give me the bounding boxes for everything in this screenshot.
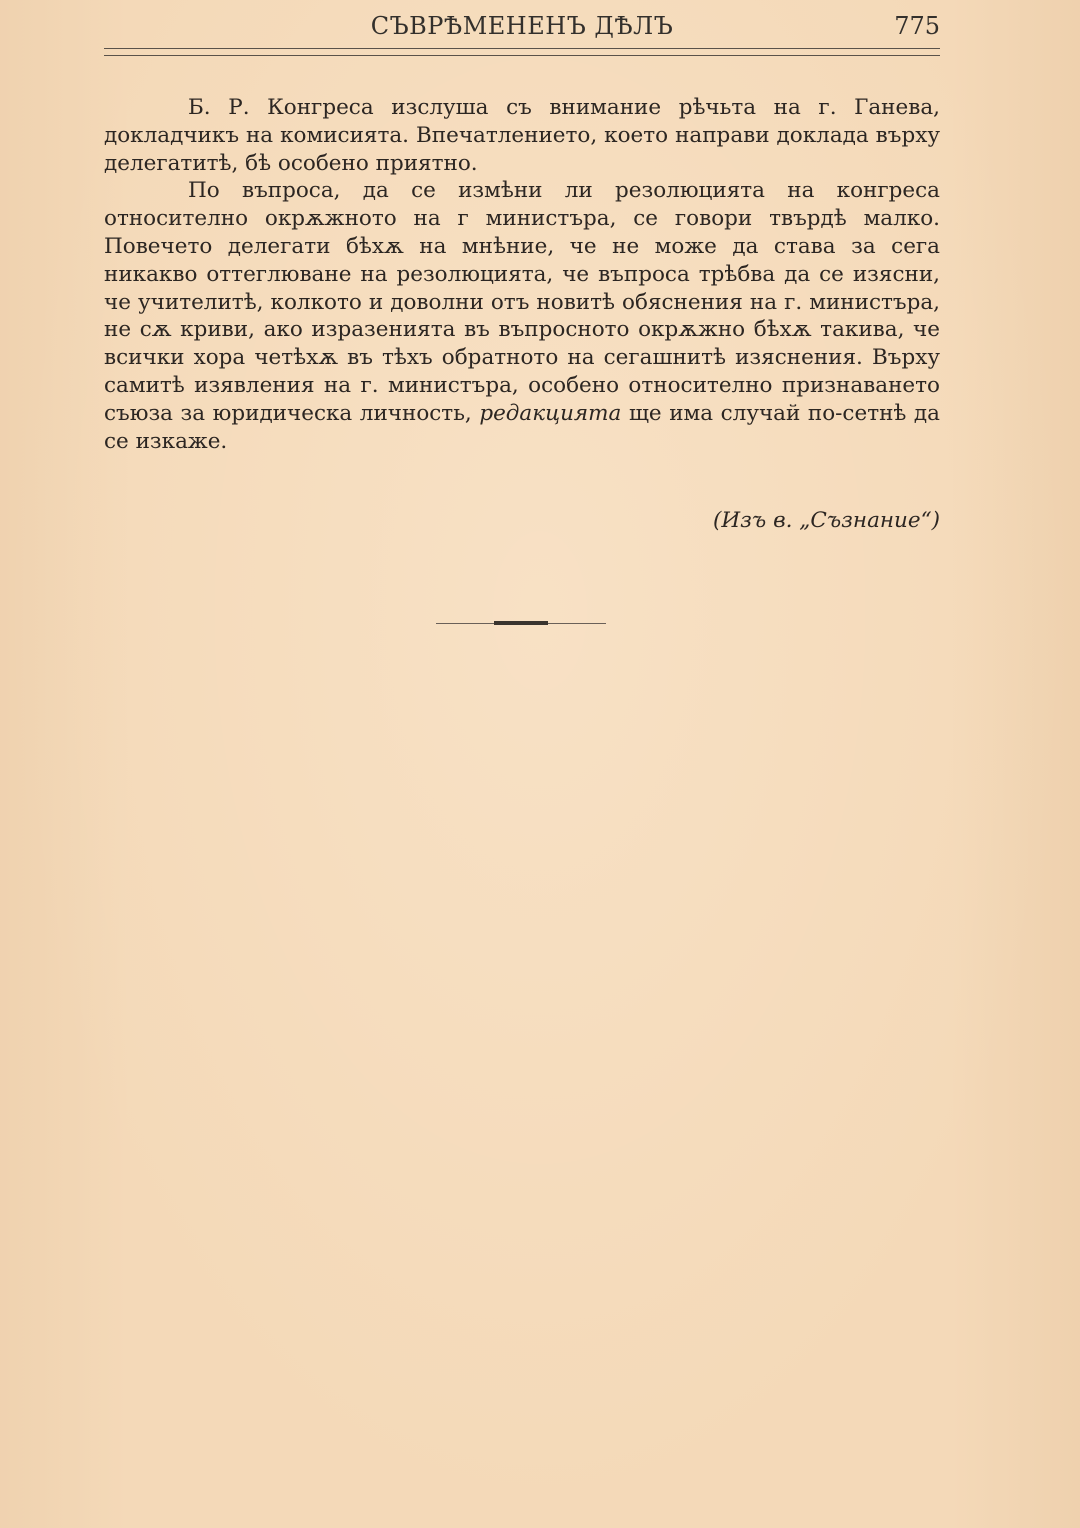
- section-title: СЪВРѢМЕНЕНЪ ДѢЛЪ: [370, 12, 674, 40]
- paragraph-1: Б. Р. Конгреса изслуша съ внимание рѣчьта на г. Ганева, докладчикъ на комисията. Впечатлението, което направи доклада върху делегатитѣ, бѣ особено приятно.: [104, 95, 940, 176]
- paragraph-2: [104, 177, 940, 455]
- paragraph-2-ending: ще има случай по-сетнѣ да се изкаже.: [104, 400, 940, 454]
- page-number: 775: [894, 12, 940, 40]
- paragraph-2-text: По въпроса, да се измѣни ли резолюцията на конгреса относително окрѫжното на г министъра, се говори твърдѣ малко. Повечето делегати бѣхѫ на мнѣние, че не може да става за сега никакво оттеглюване на резолюцията, че въпроса трѣбва да се изясни, че учителитѣ, колкото и доволни отъ новитѣ обяснения на г. министъра, не сѫ криви, ако изразенията въ въпросното окрѫжно бѣхѫ такива, че всички хора четѣхѫ въ тѣхъ обратното на сегашнитѣ изяснения. Върху самитѣ изявления на г. министъра, особено относително признаването съюза за юридическа личность,: [104, 178, 940, 426]
- header-rule-top: [104, 48, 940, 49]
- header-rule-bottom: [104, 55, 940, 56]
- source-note: (Изъ в. „Съзнание“): [713, 508, 940, 533]
- divider-center-bar: [494, 621, 548, 625]
- section-divider: [436, 620, 606, 626]
- italic-word: редакцията: [479, 400, 622, 426]
- article-body: [104, 94, 940, 455]
- running-header: [104, 6, 940, 46]
